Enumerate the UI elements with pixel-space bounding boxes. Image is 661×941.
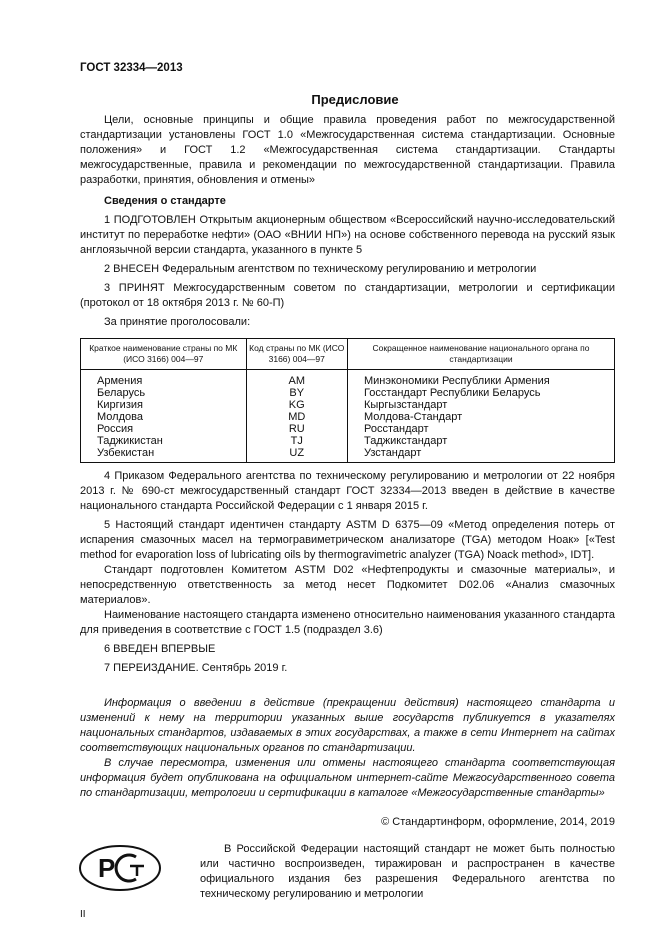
cell-code: UZ — [246, 447, 347, 463]
rst-logo-icon — [78, 844, 162, 895]
cell-code: KG — [246, 399, 347, 411]
document-id: ГОСТ 32334—2013 — [80, 62, 183, 74]
cell-body: Госстандарт Республики Беларусь — [363, 387, 541, 399]
cell-body: Росстандарт — [363, 423, 429, 435]
rights-section — [80, 842, 615, 902]
cell-body: Таджикстандарт — [363, 435, 448, 447]
cell-country: Таджикистан — [81, 435, 247, 447]
cell-country: Армения — [81, 370, 247, 388]
table-row — [81, 423, 615, 435]
cell-country: Узбекистан — [81, 447, 247, 463]
rights-notice: В Российской Федерации настоящий стандарт не может быть полностью или частично воспроизведен, тиражирован и распространен в качестве официального издания без разрешения Федерального агентства по техническому регулированию и метрологии — [200, 843, 615, 900]
cell-code: TJ — [246, 435, 347, 447]
table-row — [81, 370, 615, 388]
table-row — [81, 447, 615, 463]
cell-body: Кыргызстандарт — [363, 399, 448, 411]
table-row — [81, 411, 615, 423]
cell-country: Россия — [81, 423, 247, 435]
column-header-body: Сокращенное наименование национального органа по стандартизации — [347, 339, 614, 370]
cell-code: AM — [246, 370, 347, 388]
section-heading: Сведения о стандарте — [104, 195, 226, 207]
countries-table — [80, 338, 615, 463]
column-header-code: Код страны по МК (ИСО 3166) 004—97 — [246, 339, 347, 370]
item-2: 2 ВНЕСЕН Федеральным агентством по техническому регулированию и метрологии — [104, 263, 537, 275]
cell-country: Беларусь — [81, 387, 247, 399]
cell-country: Киргизия — [81, 399, 247, 411]
intro-paragraph: Цели, основные принципы и общие правила проведения работ по межгосударственной стандартизации установлены ГОСТ 1.0 «Межгосударственная система стандартизации. Основные положения» и ГОСТ 1.2 «Межгосударственная система стандартизации. Стандарты межгосударственные, правила и рекомендации по межгосударственной стандартизации. Правила разработки, принятия, обновления и отмены» — [80, 114, 615, 186]
cell-code: MD — [246, 411, 347, 423]
page-number: II — [80, 909, 86, 920]
item-1: 1 ПОДГОТОВЛЕН Открытым акционерным обществом «Всероссийский научно-исследовательский институт по переработке нефти» (ОАО «ВНИИ НП») на основе собственного перевода на русский язык англоязычной версии стандарта, указанного в пункте 5 — [80, 214, 615, 256]
item-3: 3 ПРИНЯТ Межгосударственным советом по стандартизации, метрологии и сертификации (протокол от 18 октября 2013 г. № 60-П) — [80, 282, 615, 309]
cell-country: Молдова — [81, 411, 247, 423]
svg-text:P: P — [98, 853, 116, 883]
notice-revision: В случае пересмотра, изменения или отмены настоящего стандарта соответствующая информация будет опубликована на официальном интернет-сайте Межгосударственного совета по стандартизации, метрологии и сертификации в каталоге «Межгосударственные стандарты» — [80, 757, 615, 799]
table-row — [81, 435, 615, 447]
table-row — [81, 387, 615, 399]
cell-body: Минэкономики Республики Армения — [363, 375, 550, 387]
item-5: 5 Настоящий стандарт идентичен стандарту ASTM D 6375—09 «Метод определения потерь от испарения смазочных масел на термогравиметрическом анализаторе (TGA) методом Ноак» [«Test method for evaporation loss of lubricating oils by thermogravimetric analyzer (TGA) Noack method», IDT]. — [80, 519, 615, 561]
cell-code: BY — [246, 387, 347, 399]
item-5-committee: Стандарт подготовлен Комитетом ASTM D02 «Нефтепродукты и смазочные материалы», и непосредственную ответственность за метод несет Подкомитет D02.06 «Анализ смазочных материалов». — [80, 564, 615, 606]
copyright: © Стандартинформ, оформление, 2014, 2019 — [381, 816, 615, 828]
cell-body: Узстандарт — [363, 447, 422, 459]
item-6: 6 ВВЕДЕН ВПЕРВЫЕ — [104, 643, 216, 655]
cell-code: RU — [246, 423, 347, 435]
table-row — [81, 399, 615, 411]
column-header-country: Краткое наименование страны по МК (ИСО 3166) 004—97 — [81, 339, 247, 370]
item-7: 7 ПЕРЕИЗДАНИЕ. Сентябрь 2019 г. — [104, 662, 288, 674]
notice-publication: Информация о введении в действие (прекращении действия) настоящего стандарта и изменений к нему на территории указанных выше государств публикуется в указателях национальных стандартов, издаваемых в этих государствах, а также в сети Интернет на сайтах соответствующих национальных органов по стандартизации. — [80, 697, 615, 754]
document-page — [80, 0, 615, 941]
item-4: 4 Приказом Федерального агентства по техническому регулированию и метрологии от 22 ноября 2013 г. № 690-ст межгосударственный стандарт ГОСТ 32334—2013 введен в действие в качестве национального стандарта Российской Федерации с 1 января 2015 г. — [80, 470, 615, 512]
page-title: Предисловие — [311, 92, 399, 107]
cell-body: Молдова-Стандарт — [363, 411, 463, 423]
item-5-name-change: Наименование настоящего стандарта изменено относительно наименования указанного стандарта для приведения в соответствие с ГОСТ 1.5 (подраздел 3.6) — [80, 609, 615, 636]
voted-label: За принятие проголосовали: — [104, 316, 251, 328]
